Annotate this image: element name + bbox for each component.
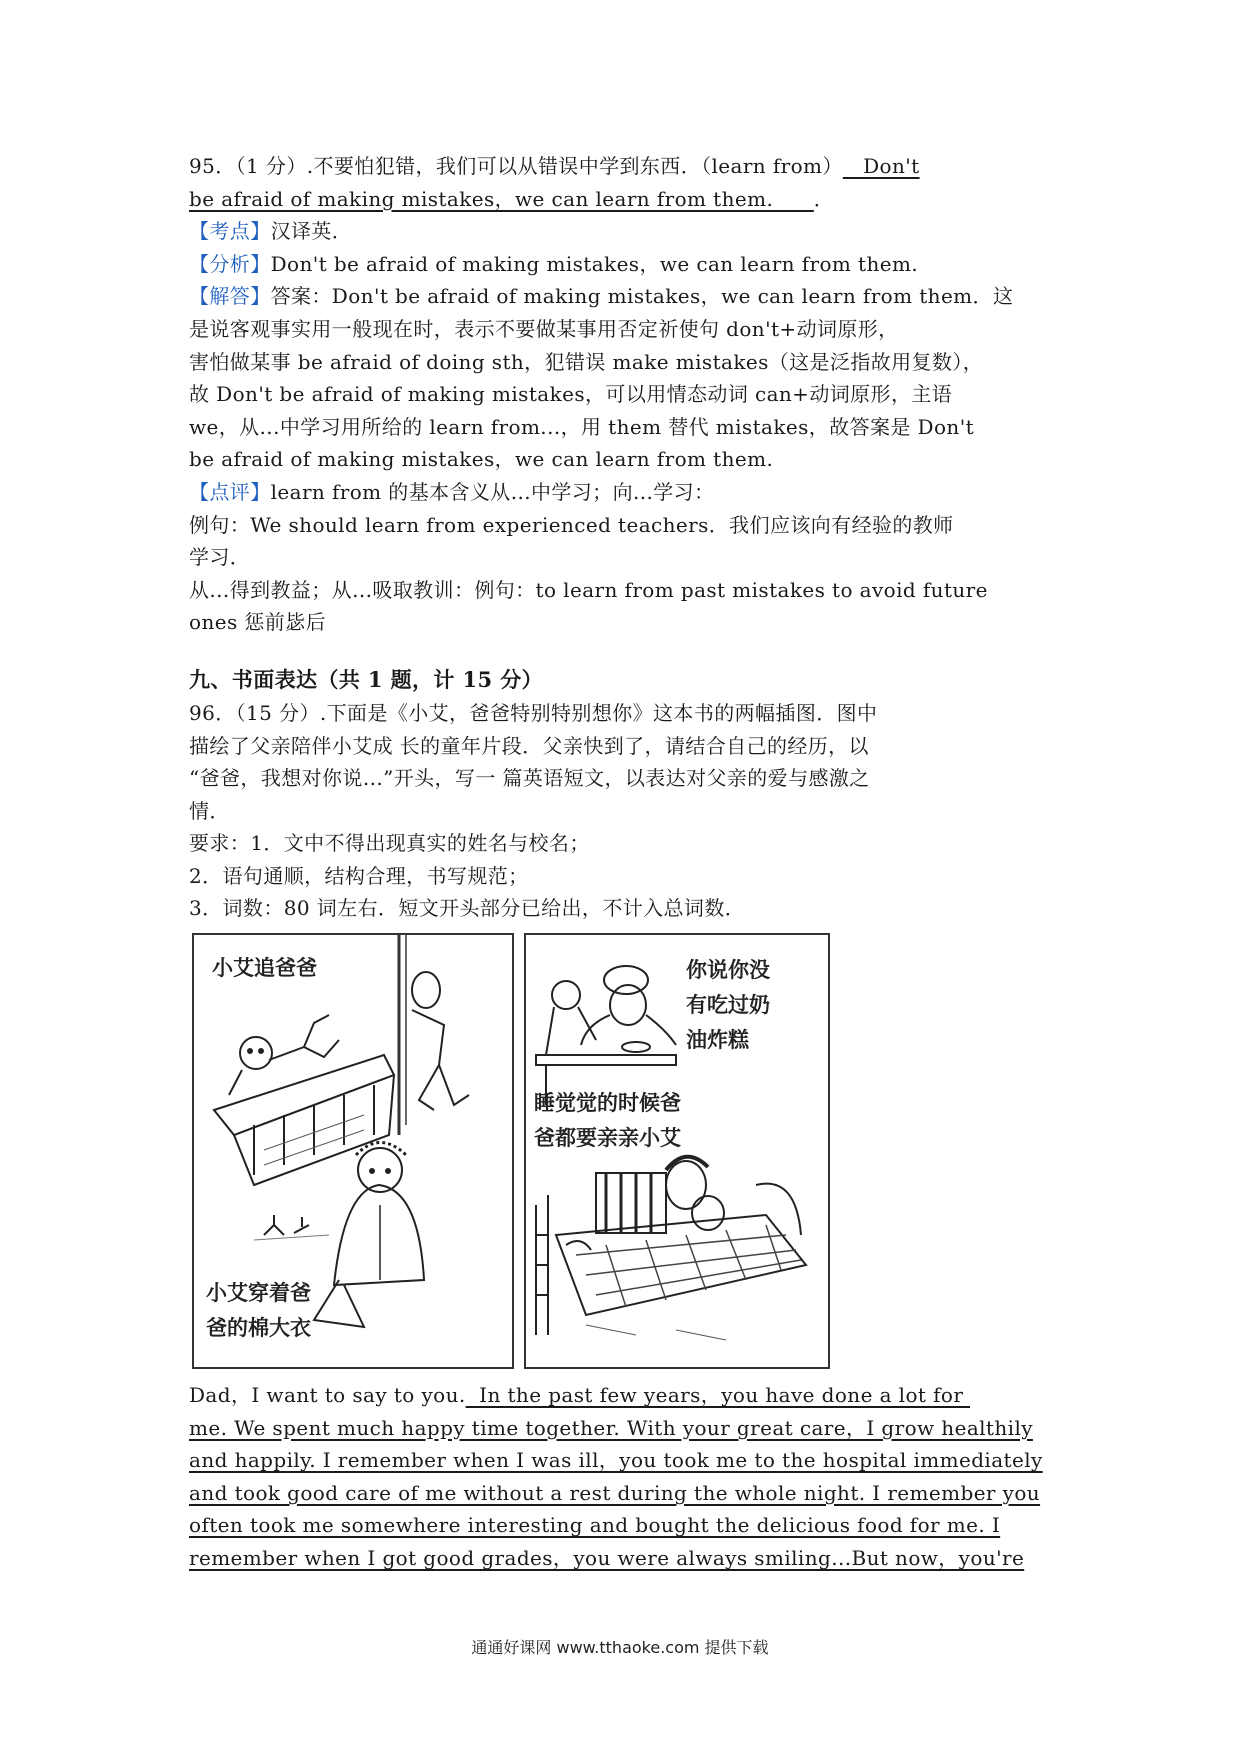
essay-answer-line-2: me. We spent much happy time together. With your great care，I grow healthily — [189, 1415, 1033, 1440]
essay-start: Dad，I want to say to you. — [189, 1383, 466, 1408]
q95-example-2: 学习． — [189, 545, 251, 570]
section-heading: 九、书面表达（共 1 题，计 15 分） — [189, 666, 544, 692]
illustration-panel-right — [524, 933, 830, 1369]
q95-jieda-line-2: 是说客观事实用一般现在时，表示不要做某事用否定祈使句 don't+动词原形， — [189, 316, 899, 341]
essay-answer-line-1: In the past few years，you have done a lot for — [465, 1383, 971, 1408]
dianping-tag: 【点评】 — [189, 479, 271, 504]
q95-example-1: 例句：We should learn from experienced teachers．我们应该向有经验的教师 — [189, 512, 954, 537]
q95-line-2 — [189, 183, 1059, 216]
kaodian-text: 汉译英． — [270, 219, 353, 244]
jieda-text: 答案：Don't be afraid of making mistakes，we can learn from them．这 — [270, 284, 1014, 309]
q95-answer-end: ． — [813, 186, 835, 211]
father-bedtime-drawing — [526, 935, 828, 1367]
essay-answer-line-4: and took good care of me without a rest during the whole night. I remember you — [189, 1480, 1041, 1505]
q95-jieda-line-6: be afraid of making mistakes，we can learn from them. — [189, 447, 774, 472]
panel2-caption-top-1: 你说你没 — [686, 958, 770, 983]
essay-line-1 — [189, 1379, 1059, 1412]
illustrations — [189, 933, 1059, 1373]
essay-answer-line-3: and happily. I remember when I was ill，you took me to the hospital immediately — [189, 1448, 1043, 1473]
fenxi-text: Don't be afraid of making mistakes，we can learn from them. — [270, 251, 919, 276]
panel2-caption-top-3: 油炸糕 — [686, 1028, 749, 1053]
q95-example-4: ones 惩前毖后 — [189, 610, 326, 635]
q95-jieda-line-4: 故 Don't be afraid of making mistakes，可以用情态动词 can+动词原形，主语 — [189, 382, 953, 407]
document-page — [189, 150, 1059, 1575]
essay-answer-line-5: often took me somewhere interesting and bought the delicious food for me. I — [189, 1513, 1001, 1538]
panel2-caption-mid-2: 爸都要亲亲小艾 — [534, 1126, 681, 1151]
q95-question: 95．（1 分）.不要怕犯错，我们可以从错误中学到东西．（learn from） — [189, 154, 843, 178]
panel2-caption-mid-1: 睡觉觉的时候爸 — [534, 1091, 681, 1116]
q96-prompt-2: 描绘了父亲陪伴小艾成 长的童年片段．父亲快到了，请结合自己的经历，以 — [189, 733, 869, 758]
panel1-caption-bottom-2: 爸的棉大衣 — [206, 1316, 311, 1341]
panel2-caption-top-2: 有吃过奶 — [686, 993, 770, 1018]
q95-jieda-line-5: we，从...中学习用所给的 learn from...，用 them 替代 mistakes，故答案是 Don't — [189, 414, 975, 439]
q95-example-3: 从...得到教益；从...吸取教训：例句：to learn from past mistakes to avoid future — [189, 577, 988, 602]
illustration-panel-left — [192, 933, 514, 1369]
q95-kaodian — [189, 215, 1059, 248]
q95-answer-part2: be afraid of making mistakes，we can learn from them. — [189, 186, 814, 211]
q95-fenxi — [189, 248, 1059, 281]
q96-prompt-3: “爸爸，我想对你说...”开头，写一 篇英语短文，以表达对父亲的爱与感激之 — [189, 766, 870, 791]
panel1-caption-bottom-1: 小艾穿着爸 — [206, 1281, 311, 1306]
father-chase-drawing — [194, 935, 512, 1367]
q96-prompt-4: 情． — [189, 798, 230, 823]
q95-jieda-line-3: 害怕做某事 be afraid of doing sth，犯错误 make mistakes（这是泛指故用复数）， — [189, 349, 984, 374]
essay-answer-line-6: remember when I got good grades，you were always smiling...But now，you're — [189, 1546, 1025, 1571]
kaodian-tag: 【考点】 — [189, 219, 271, 244]
q96-prompt-1: 96．（15 分）.下面是《小艾，爸爸特别特别想你》这本书的两幅插图．图中 — [189, 700, 878, 725]
q95-dianping — [189, 476, 1059, 509]
q95-line-1 — [189, 150, 1059, 183]
q95-jieda-line-1 — [189, 280, 1059, 313]
fenxi-tag: 【分析】 — [189, 251, 271, 276]
q96-requirement-2: 2．语句通顺，结构合理，书写规范； — [189, 863, 529, 888]
q96-requirement-3: 3．词数：80 词左右．短文开头部分已给出，不计入总词数． — [189, 896, 746, 921]
q96-requirement-1: 要求：1．文中不得出现真实的姓名与校名； — [189, 831, 590, 856]
dianping-text: learn from 的基本含义从...中学习；向...学习： — [270, 479, 715, 504]
panel1-caption-top: 小艾追爸爸 — [212, 956, 317, 981]
page-footer: 通通好课网 www.tthaoke.com 提供下载 — [471, 1638, 769, 1657]
jieda-tag: 【解答】 — [189, 284, 271, 309]
q95-answer-part1: Don't — [842, 154, 920, 178]
